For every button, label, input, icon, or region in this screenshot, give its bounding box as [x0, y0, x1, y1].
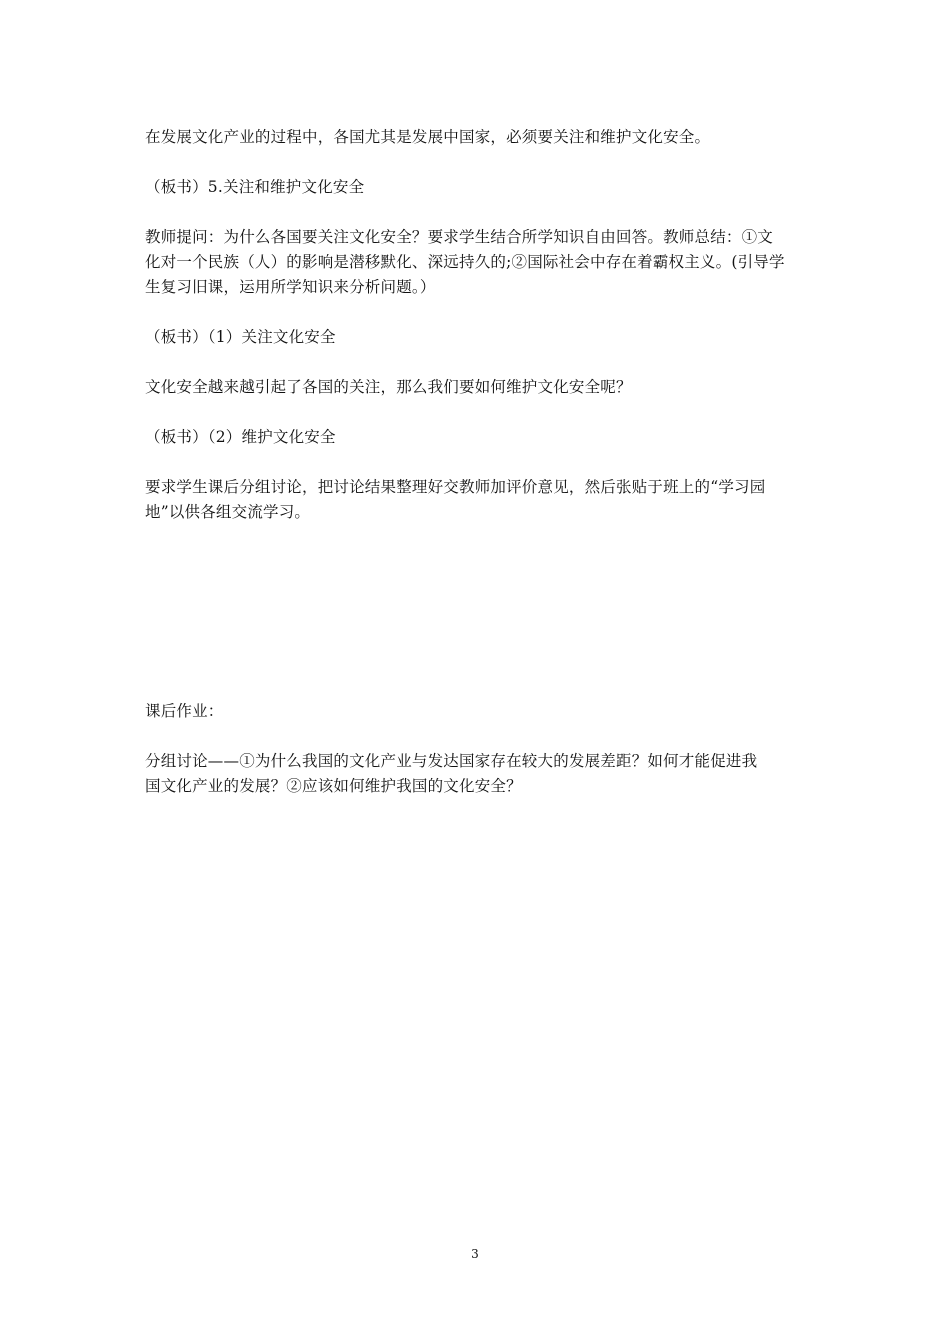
- page-number: 3: [471, 1247, 479, 1261]
- paragraph-teacher-question: [145, 225, 810, 300]
- text-line: 文化安全越来越引起了各国的关注，那么我们要如何维护文化安全呢？: [145, 378, 632, 396]
- paragraph-group-discussion: [145, 475, 810, 525]
- paragraph-cultural-security-intro: [145, 125, 810, 150]
- text-line: 课后作业：: [145, 702, 224, 720]
- text-line: （板书）（1）关注文化安全: [145, 328, 336, 346]
- text-line: 要求学生课后分组讨论，把讨论结果整理好交教师加评价意见，然后张贴于班上的“学习园: [145, 478, 766, 496]
- text-line: 地”以供各组交流学习。: [145, 503, 311, 521]
- paragraph-homework-task: [145, 749, 810, 799]
- paragraph-homework-heading: [145, 699, 810, 724]
- text-line: （板书）5.关注和维护文化安全: [145, 178, 365, 196]
- text-line: 生复习旧课，运用所学知识来分析问题。）: [145, 278, 436, 296]
- text-line: 国文化产业的发展？②应该如何维护我国的文化安全？: [145, 777, 522, 795]
- paragraph-blackboard-1: [145, 325, 810, 350]
- text-line: 教师提问：为什么各国要关注文化安全？要求学生结合所学知识自由回答。教师总结：①文: [145, 228, 774, 246]
- paragraph-how-to-maintain: [145, 375, 810, 400]
- paragraph-blackboard-2: [145, 425, 810, 450]
- text-line: 化对一个民族（人）的影响是潜移默化、深远持久的;②国际社会中存在着霸权主义。(引导学: [145, 253, 785, 271]
- text-line: （板书）（2）维护文化安全: [145, 428, 336, 446]
- paragraph-blackboard-5: [145, 175, 810, 200]
- text-line: 分组讨论——①为什么我国的文化产业与发达国家存在较大的发展差距？如何才能促进我: [145, 752, 758, 770]
- text-line: 在发展文化产业的过程中，各国尤其是发展中国家，必须要关注和维护文化安全。: [145, 128, 711, 146]
